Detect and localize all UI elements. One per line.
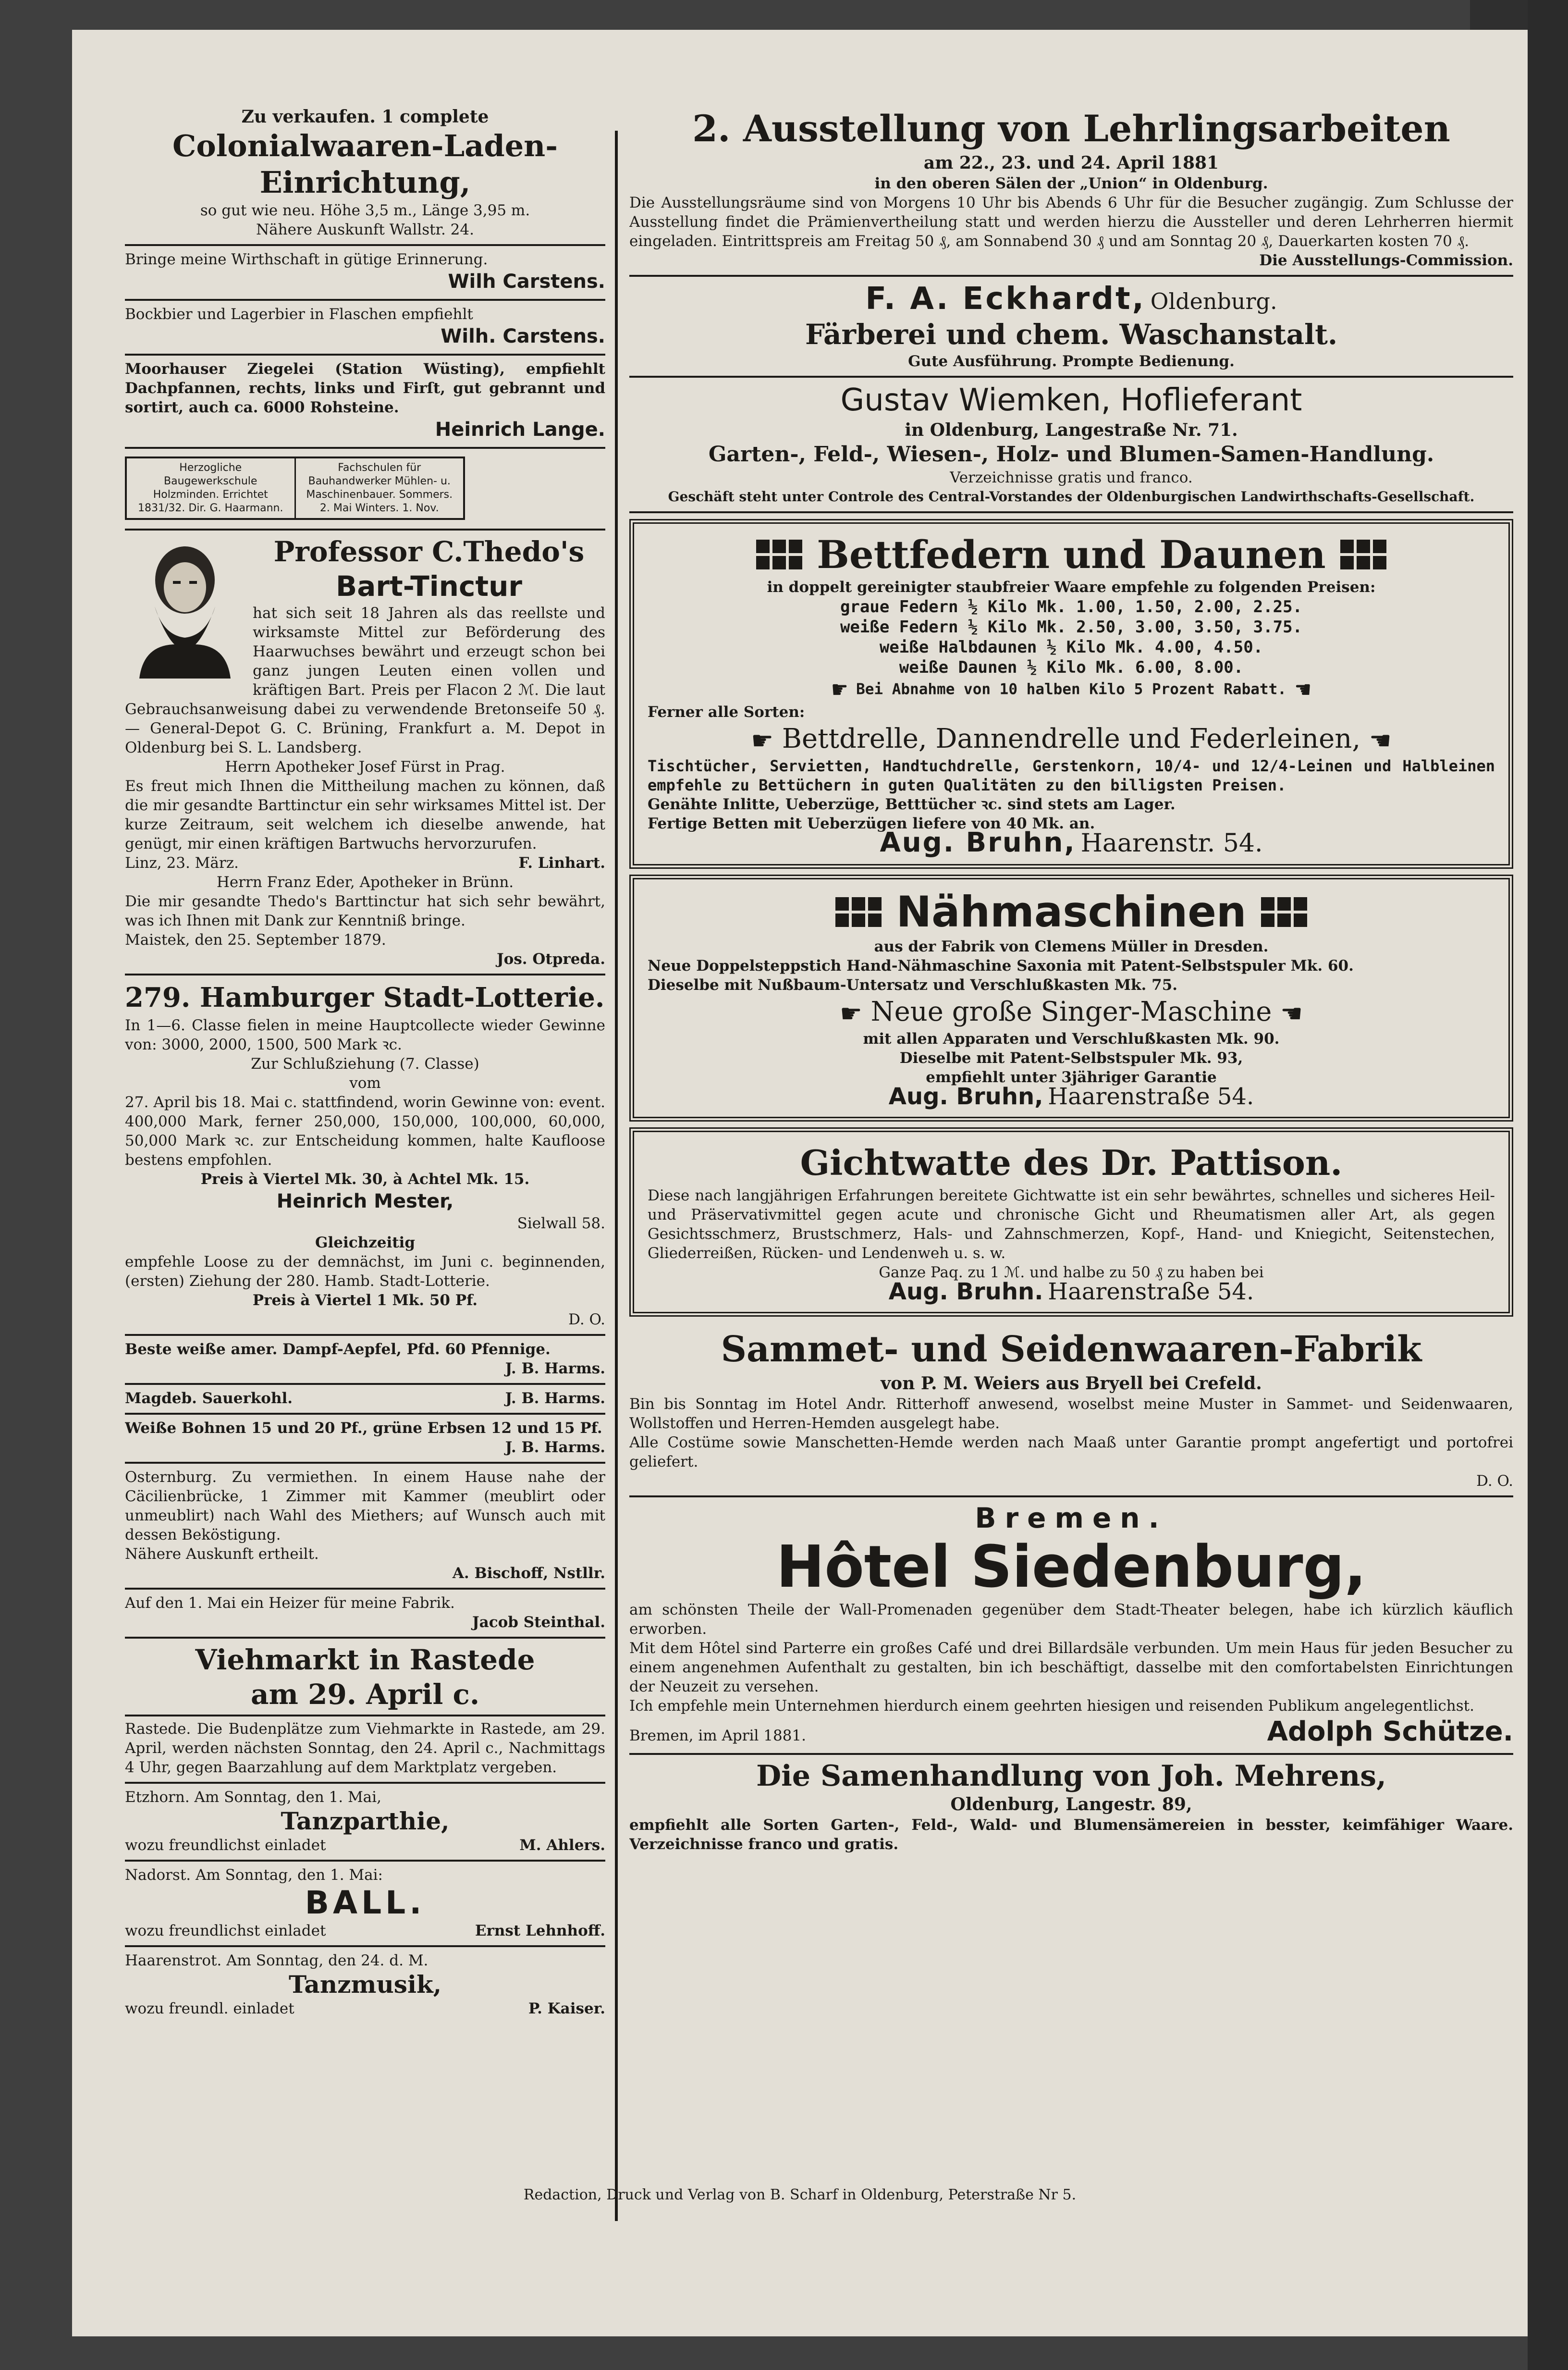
school-box-right: Fachschulen für Bauhandwerker Mühlen- u. Maschinenbauer. Sommers. 2. Mai Winters. 1. Nov. (294, 458, 464, 518)
ad-hotel-siedenburg (629, 1497, 1513, 1755)
imprint-footer: Redaction, Druck und Verlag von B. Scharf in Oldenburg, Peterstraße Nr 5. (523, 2186, 1077, 2203)
ad-text: Ich empfehle mein Unternehmen hierdurch einem geehrten hiesigen und reisenden Publikum angelegentlichst. (629, 1697, 1474, 1715)
ad-signature: Wilh Carstens. (448, 271, 605, 293)
ad-text: wozu freundl. einladet (125, 2000, 294, 2017)
school-box-left: Herzogliche Baugewerkschule Holzminden. Errichtet 1831/32. Dir. G. Haarmann. (138, 462, 283, 514)
ad-date: Bremen, im April 1881. (629, 1727, 807, 1744)
ad-signature: M. Ahlers. (519, 1837, 605, 1854)
ad-wiemken (629, 378, 1513, 513)
scan-edge-right (1528, 0, 1568, 2370)
ad-signature: P. Kaiser. (528, 2000, 605, 2017)
ad-signature: J. B. Harms. (505, 1360, 605, 1377)
ad-title: Bettfedern und Daunen (817, 532, 1326, 577)
ad-text: Genähte Inlitte, Ueberzüge, Betttücher ꝛc. sind stets am Lager. (648, 796, 1176, 813)
price-list (648, 597, 1495, 678)
ad-signature: A. Bischoff, Nstllr. (452, 1565, 605, 1582)
ad-text: Bin bis Sonntag im Hotel Andr. Ritterhoff anwesend, woselbst meine Muster in Sammet- und Seidenwaaren, Wollstoffen und Herren-Hemden ausgelegt habe. (629, 1395, 1513, 1432)
ad-text: mit allen Apparaten und Verschlußkasten Mk. 90. (863, 1030, 1280, 1048)
ad-text: Preis à Viertel Mk. 30, à Achtel Mk. 15. (200, 1171, 530, 1188)
ad-eckhardt (629, 277, 1513, 378)
ad-gichtwatte (629, 1127, 1513, 1317)
ad-text: Dieselbe mit Patent-Selbstspuler Mk. 93, (899, 1049, 1243, 1067)
ad-text: Die Ausstellungsräume sind von Morgens 10 Uhr bis Abends 6 Uhr für die Besucher zugängig. Zum Schlusse der Ausstellung findet die Prämienvertheilung statt und werden hierzu die Aussteller und deren Lehrherren hiermit eingeladen. Eintrittspreis am Freitag 50 ₰, am Sonnabend 30 ₰ und am Sonntag 20 ₰, Dauerkarten kosten 70 ₰. (629, 194, 1513, 250)
ad-bart-tinctur (125, 531, 605, 975)
ad-subtitle: von P. M. Weiers aus Bryell bei Crefeld. (881, 1373, 1262, 1394)
ad-text: Linz, 23. März. (125, 854, 239, 872)
ad-text: Geschäft steht unter Controle des Central-Vorstandes der Oldenburgischen Landwirthschafts-Gesellschaft. (668, 489, 1475, 505)
ad-text: In 1—6. Classe fielen in meine Hauptcollecte wieder Gewinne von: 3000, 2000, 1500, 500 Mark ꝛc. (125, 1017, 605, 1053)
ad-text: am 22., 23. und 24. April 1881 (923, 153, 1219, 173)
ad-text: 27. April bis 18. Mai c. stattfindend, worin Gewinne von: event. 400,000 Mark, ferner 250,000, 150,000, 100,000, 60,000, 50,000 Mark ꝛc. zur Entscheidung kommen, halte Kaufloose bestens empfohlen. (125, 1094, 605, 1169)
price-item: weiße Halbdaunen ½ Kilo Mk. 4.00, 4.50. (879, 638, 1263, 657)
ad-title: Hôtel Siedenburg, (776, 1534, 1367, 1601)
ad-text: Nähere Auskunft Wallstr. 24. (256, 221, 474, 238)
ad-title: Gichtwatte des Dr. Pattison. (800, 1142, 1343, 1183)
ad-text: in doppelt gereinigter staubfreier Waare empfehle zu folgenden Preisen: (767, 579, 1376, 596)
ad-text: Tischtücher, Servietten, Handtuchdrelle, Gerstenkorn, 10/4- und 12/4-Leinen und Halbleinen empfehle zu Bettüchern in guten Qualitäten zu den billigsten Preisen. (648, 757, 1495, 794)
ad-text: in den oberen Sälen der „Union“ in Oldenburg. (874, 175, 1268, 192)
ad-text: am schönsten Theile der Wall-Promenaden gegenüber dem Stadt-Theater belegen, habe ich kürzlich käuflich erworben. (629, 1601, 1513, 1638)
ad-text: aus der Fabrik von Clemens Müller in Dresden. (874, 938, 1269, 955)
pointing-hand-icon: ☚ (1280, 999, 1303, 1028)
price-item: graue Federn ½ Kilo Mk. 1.00, 1.50, 2.00, 2.25. (840, 597, 1303, 617)
company-place: Oldenburg. (1150, 288, 1277, 314)
company-name: F. A. Eckhardt, (865, 281, 1146, 317)
ad-subtitle: Garten-, Feld-, Wiesen-, Holz- und Blumen-Samen-Handlung. (708, 442, 1434, 467)
pointing-hand-icon: ☚ (1369, 726, 1392, 755)
ad-address: Sielwall 58. (517, 1215, 605, 1232)
ad-text: Bringe meine Wirthschaft in gütige Erinnerung. (125, 251, 488, 268)
ad-signature: D. O. (1476, 1472, 1513, 1490)
price-item: weiße Daunen ½ Kilo Mk. 6.00, 8.00. (899, 658, 1244, 677)
ad-text: Alle Costüme sowie Manschetten-Hemde werden nach Maaß unter Garantie prompt angefertigt und portofrei geliefert. (629, 1434, 1513, 1470)
ad-subtitle: Bettdrelle, Dannendrelle und Federleinen, (782, 723, 1361, 754)
ad-wirthschaft (125, 246, 605, 301)
ad-address: in Oldenburg, Langestraße Nr. 71. (905, 420, 1238, 440)
ad-signature: Heinrich Lange. (435, 419, 605, 441)
ad-text: Moorhauser Ziegelei (Station Wüsting), empfiehlt Dachpfannen, rechts, links und Firſt, gut gebrannt und sortirt, auch ca. 6000 Rohsteine. (125, 360, 605, 416)
left-column (125, 102, 605, 2023)
right-column (629, 102, 1513, 1859)
ad-text: Maistek, den 25. September 1879. (125, 931, 386, 949)
ad-text: Herrn Franz Eder, Apotheker in Brünn. (216, 874, 514, 891)
ad-lead: Zu verkaufen. 1 complete (241, 107, 489, 127)
pointing-hand-icon: ☚ (1295, 676, 1311, 704)
ad-address: Oldenburg, Langestr. 89, (950, 1794, 1192, 1815)
ornament-blocks-icon (1340, 540, 1386, 569)
ad-text: so gut wie neu. Höhe 3,5 m., Länge 3,95 m. (200, 202, 530, 219)
ad-signature: D. O. (568, 1311, 605, 1328)
ad-signature: J. B. Harms. (505, 1390, 605, 1407)
ad-title: Viehmarkt in Rastede (195, 1643, 535, 1676)
ad-city: Bremen. (975, 1502, 1168, 1534)
ad-text: Ferner alle Sorten: (648, 704, 805, 721)
ad-title: 2. Ausstellung von Lehrlingsarbeiten (692, 107, 1450, 150)
ad-text: vom (349, 1074, 381, 1092)
ad-address: Haarenstraße 54. (1048, 1083, 1254, 1110)
ad-text: Auf den 1. Mai ein Heizer für meine Fabrik. (125, 1594, 455, 1612)
ad-text: empfiehlt unter 3jähriger Garantie (926, 1069, 1217, 1086)
ad-samenhandlung (629, 1755, 1513, 1859)
ad-text: Ganze Paq. zu 1 ℳ. und halbe zu 50 ₰ zu haben bei (879, 1264, 1264, 1281)
ad-text: Nadorst. Am Sonntag, den 1. Mai: (125, 1866, 383, 1884)
ad-title: Professor C.Thedo's (273, 535, 585, 568)
ad-signature: Ernst Lehnhoff. (475, 1922, 605, 1939)
ad-ball (125, 1862, 605, 1947)
ad-text: Osternburg. Zu vermiethen. In einem Hause nahe der Cäcilienbrücke, 1 Zimmer mit Kammer (meublirt oder unmeublirt) nach Wahl des Miethers; auf Wunsch auch mit dessen Beköstigung. (125, 1469, 605, 1543)
ad-title: Sammet- und Seidenwaaren-Fabrik (721, 1329, 1422, 1370)
ad-text: Die mir gesandte Thedo's Barttinctur hat sich sehr bewährt, was ich Ihnen mit Dank zur Kenntniß bringe. (125, 893, 605, 929)
school-box (125, 457, 465, 520)
ad-subtitle: Neue große Singer-Maschine (870, 996, 1272, 1027)
ad-text: Bockbier und Lagerbier in Flaschen empfiehlt (125, 306, 473, 323)
ad-colonialwaaren (125, 102, 605, 246)
ad-ausstellung (629, 102, 1513, 277)
ad-text: Mit dem Hôtel sind Parterre ein großes Café und drei Billardsäle verbunden. Um mein Haus für jeden Besucher zu einem angenehmen Aufenthalt zu gestalten, bin ich beschäftigt, dasselbe mit den comfortabelsten Einrichtungen der Neuzeit zu versehen. (629, 1640, 1513, 1695)
ad-bockbier (125, 301, 605, 356)
ad-title: Die Samenhandlung von Joh. Mehrens, (756, 1759, 1386, 1793)
ad-address: Haarenstr. 54. (1080, 829, 1263, 858)
ad-text: wozu freundlichst einladet (125, 1837, 326, 1854)
ad-signature: Heinrich Mester, (276, 1190, 454, 1212)
ad-subtitle: am 29. April c. (250, 1678, 480, 1711)
ad-signature: Wilh. Carstens. (441, 325, 605, 347)
ad-text: Etzhorn. Am Sonntag, den 1. Mai, (125, 1789, 381, 1806)
ad-text: Haarenstrot. Am Sonntag, den 24. d. M. (125, 1952, 429, 1969)
ad-ziegelei (125, 356, 605, 449)
ad-slogan: Gute Ausführung. Prompte Bedienung. (908, 353, 1235, 370)
ad-title: Colonialwaaren-Laden-Einrichtung, (172, 128, 558, 200)
ad-title: Nähmaschinen (896, 887, 1247, 937)
ad-signature: Adolph Schütze. (1267, 1716, 1513, 1747)
ad-title: 279. Hamburger Stadt-Lotterie. (125, 982, 605, 1013)
ad-text: Bei Abnahme von 10 halben Kilo 5 Prozent Rabatt. (856, 680, 1286, 698)
ad-aepfel (125, 1336, 605, 1385)
ad-address: Haarenstraße 54. (1048, 1278, 1254, 1305)
ad-signature: Aug. Bruhn, (888, 1083, 1043, 1110)
ad-viehmarkt (125, 1639, 605, 1784)
ad-title: Tanzmusik, (288, 1970, 442, 1999)
ad-signature: Aug. Bruhn. (888, 1278, 1043, 1305)
ornament-blocks-icon (835, 897, 882, 927)
ad-tanzmusik (125, 1947, 605, 2023)
ornament-blocks-icon (756, 540, 802, 569)
ad-title: BALL. (305, 1884, 426, 1921)
ad-text: Magdeb. Sauerkohl. (125, 1390, 293, 1407)
ornament-blocks-icon (1261, 897, 1307, 927)
ad-signature: J. B. Harms. (505, 1439, 605, 1456)
pointing-hand-icon: ☛ (751, 726, 774, 755)
ad-text: Dieselbe mit Nußbaum-Untersatz und Verschlußkasten Mk. 75. (648, 976, 1178, 994)
ad-baugewerkschule (125, 449, 605, 531)
ad-text: Gleichzeitig (315, 1234, 416, 1251)
ad-text: Verzeichnisse gratis und franco. (950, 469, 1193, 486)
ad-signature: Jacob Steinthal. (472, 1614, 605, 1631)
ad-text: Rastede. Die Budenplätze zum Viehmarkte in Rastede, am 29. April, werden nächsten Sonntag, den 24. April c., Nachmittags 4 Uhr, gegen Baarzahlung auf dem Marktplatz vergeben. (125, 1720, 605, 1776)
ad-text: Fertige Betten mit Ueberzügen liefere von 40 Mk. an. (648, 815, 1095, 832)
ad-signature: Die Ausstellungs-Commission. (1259, 252, 1513, 269)
price-item: weiße Federn ½ Kilo Mk. 2.50, 3.00, 3.50, 3.75. (840, 617, 1303, 637)
bearded-man-portrait-icon (125, 534, 245, 679)
ad-text: Diese nach langjährigen Erfahrungen bereitete Gichtwatte ist ein sehr bewährtes, schnelles und sicheres Heil- und Präservativmittel gegen acute und chronische Gicht und Rheumatismen aller Art, als gegen Gesichtsschmerz, Brustschmerz, Hals- und Zahnschmerzen, Kopf-, Hand- und Kniegicht, Seitenstechen, Gliederreißen, Rücken- und Lendenweh u. s. w. (648, 1187, 1495, 1262)
column-divider (615, 131, 618, 2221)
ad-text: Beste weiße amer. Dampf-Aepfel, Pfd. 60 Pfennige. (125, 1341, 551, 1358)
ad-tanzparthie (125, 1784, 605, 1862)
ad-lotterie (125, 975, 605, 1336)
ad-text: Nähere Auskunft ertheilt. (125, 1545, 319, 1563)
ad-bettfedern (629, 519, 1513, 869)
ad-sauerkohl (125, 1385, 605, 1415)
ad-text: Herrn Apotheker Josef Fürst in Prag. (225, 758, 505, 776)
ad-text: Es freut mich Ihnen die Mittheilung machen zu können, daß die mir gesandte Barttinctur ein sehr wirksames Mittel ist. Der kurze Zeitraum, seit welchem ich dieselbe anwende, hat genügt, mir einen kräftigen Bartwuchs hervorzurufen. (125, 778, 605, 852)
ad-text: Preis à Viertel 1 Mk. 50 Pf. (252, 1292, 478, 1309)
ad-title: Tanzparthie, (281, 1807, 450, 1835)
ad-naehmaschinen (629, 875, 1513, 1122)
ad-text: empfehle Loose zu der demnächst, im Juni c. beginnenden, (ersten) Ziehung der 280. Hamb. Stadt-Lotterie. (125, 1253, 605, 1290)
ad-subtitle: Färberei und chem. Waschanstalt. (805, 318, 1338, 351)
ad-text: empfiehlt alle Sorten Garten-, Feld-, Wald- und Blumensämereien in besster, keimfähiger Waare. Verzeichnisse franco und gratis. (629, 1816, 1513, 1853)
scan-edge-top (1470, 0, 1528, 30)
ad-seidenwaaren (629, 1322, 1513, 1497)
ad-bohnen (125, 1415, 605, 1464)
newspaper-page (72, 30, 1528, 2336)
ad-text: Neue Doppelsteppstich Hand-Nähmaschine Saxonia mit Patent-Selbstspuler Mk. 60. (648, 957, 1354, 975)
ad-text: Zur Schlußziehung (7. Classe) (251, 1055, 479, 1073)
ad-text: Weiße Bohnen 15 und 20 Pf., grüne Erbsen 12 und 15 Pf. (125, 1420, 602, 1437)
ad-subtitle: Bart-Tinctur (336, 570, 522, 603)
ad-text: hat sich seit 18 Jahren als das reellste und wirksamste Mittel zur Beförderung des Haarwuchses bewährt und erzeugt schon bei ganz jungen Leuten einen vollen und kräftigen Bart. Preis per Flacon 2 ℳ. Die laut Gebrauchsanweisung dabei zu verwendende Bretonseife 50 ₰. — General-Depot G. C. Brüning, Frankfurt a. M. Depot in Oldenburg bei S. L. Landsberg. (125, 605, 605, 756)
company-name: Gustav Wiemken, Hoflieferant (840, 383, 1302, 418)
ad-signature: Jos. Otpreda. (497, 950, 605, 968)
ad-signature: F. Linhart. (518, 854, 605, 872)
ad-text: wozu freundlichst einladet (125, 1922, 326, 1939)
pointing-hand-icon: ☛ (840, 999, 862, 1028)
ad-heizer (125, 1590, 605, 1639)
pointing-hand-icon: ☛ (832, 676, 847, 704)
ad-vermiethen (125, 1464, 605, 1590)
ad-signature: Aug. Bruhn, (880, 827, 1076, 858)
